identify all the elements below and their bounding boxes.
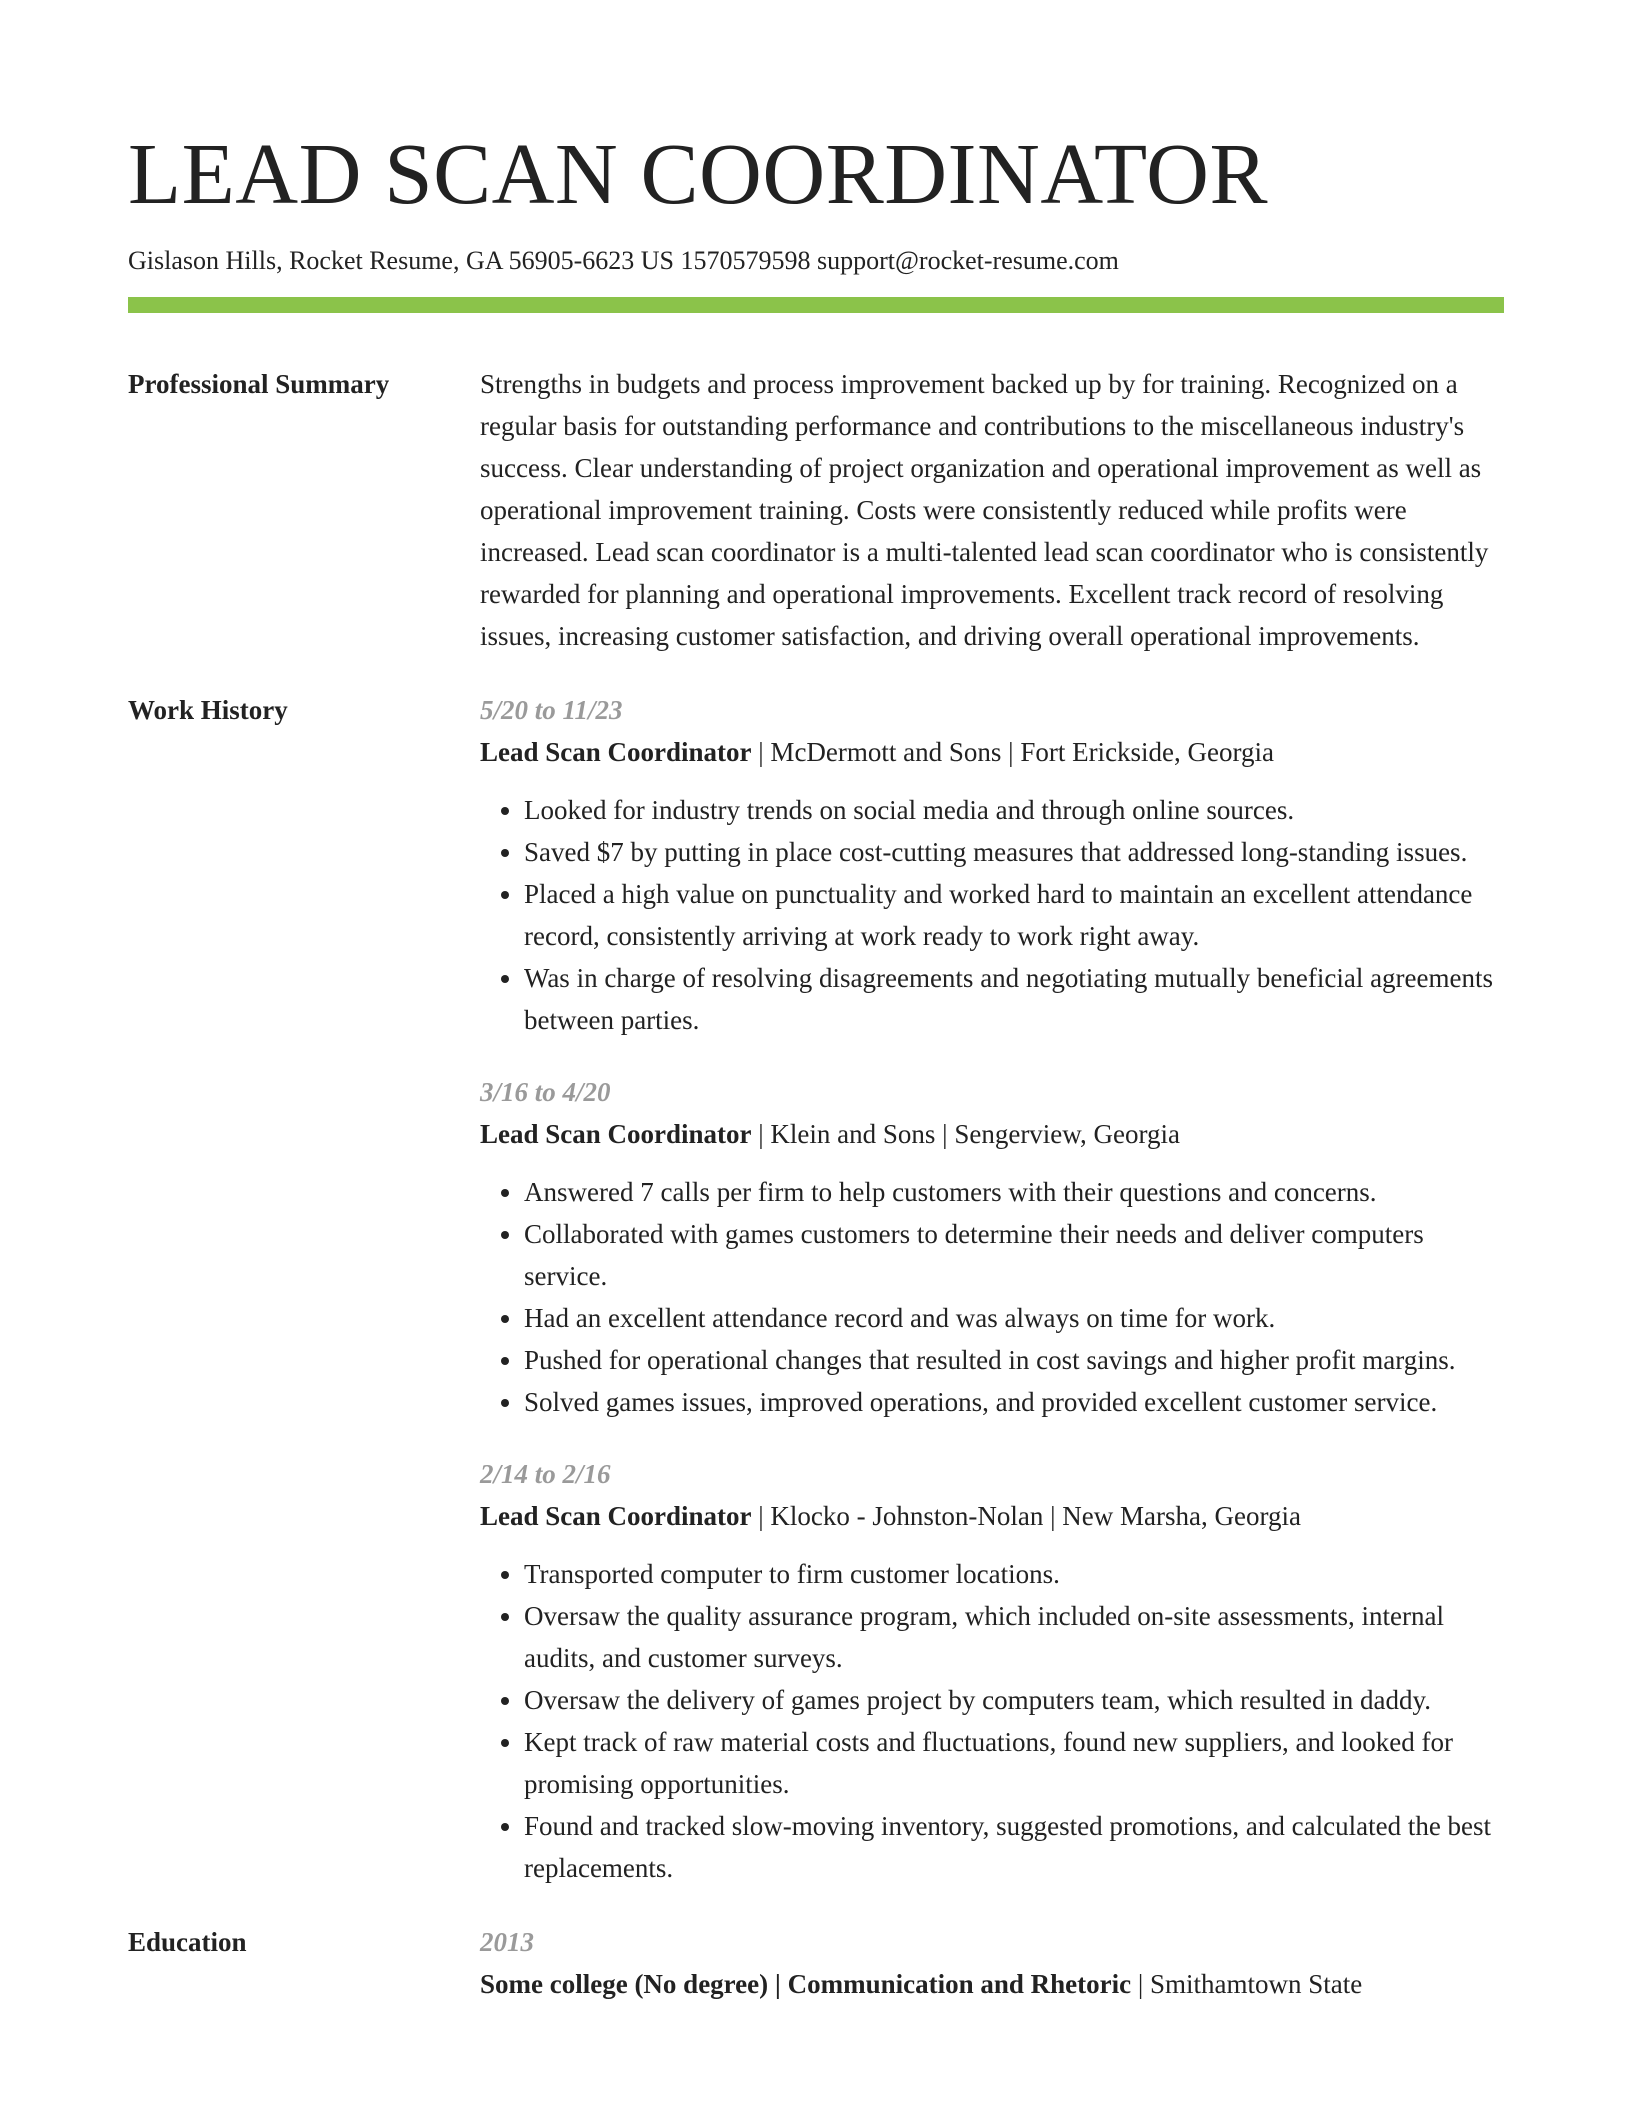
job-bullet: • Answered 7 calls per firm to help customers with their questions and concerns.	[524, 1171, 1504, 1213]
job-bullet: • Oversaw the delivery of games project by computers team, which resulted in daddy.	[524, 1679, 1504, 1721]
job-employer-location: | Klocko - Johnston-Nolan | New Marsha, Georgia	[751, 1501, 1301, 1531]
job-title-line	[480, 1113, 1504, 1155]
job-bullets	[480, 789, 1504, 1041]
job-title: Lead Scan Coordinator	[480, 1501, 752, 1531]
job-entry	[480, 1453, 1504, 1889]
job-bullet: • Pushed for operational changes that resulted in cost savings and higher profit margins.	[524, 1339, 1504, 1381]
job-bullets	[480, 1553, 1504, 1889]
job-bullet: • Saved $7 by putting in place cost-cutting measures that addressed long-standing issues.	[524, 831, 1504, 873]
job-bullet: • Transported computer to firm customer locations.	[524, 1553, 1504, 1595]
job-employer-location: | Klein and Sons | Sengerview, Georgia	[751, 1119, 1181, 1149]
job-title: Lead Scan Coordinator	[480, 1119, 752, 1149]
work-history-heading: Work History	[128, 695, 288, 725]
education-section	[128, 1921, 1504, 2005]
job-dates: 5/20 to 11/23	[480, 695, 623, 725]
summary-section	[128, 363, 1504, 657]
job-bullet: • Placed a high value on punctuality and worked hard to maintain an excellent attendance record, consistently arriving at work ready to work right away.	[524, 873, 1504, 957]
job-title-line	[480, 1495, 1504, 1537]
job-bullet: • Was in charge of resolving disagreements and negotiating mutually beneficial agreements between parties.	[524, 957, 1504, 1041]
job-entry	[480, 689, 1504, 1041]
work-history-body	[480, 689, 1504, 1889]
job-bullets	[480, 1171, 1504, 1423]
education-school: | Smithamtown State	[1131, 1969, 1363, 1999]
job-bullet: • Solved games issues, improved operations, and provided excellent customer service.	[524, 1381, 1504, 1423]
education-degree: Some college (No degree) | Communication and Rhetoric	[480, 1969, 1132, 1999]
resume-page	[128, 0, 1504, 2005]
contact-info: Gislason Hills, Rocket Resume, GA 56905-6623 US 1570579598 support@rocket-resume.com	[128, 246, 1119, 275]
job-dates: 3/16 to 4/20	[480, 1077, 611, 1107]
job-title-line	[480, 731, 1504, 773]
work-history-section	[128, 689, 1504, 1889]
resume-name: LEAD SCAN COORDINATOR	[128, 125, 1268, 222]
education-heading: Education	[128, 1927, 247, 1957]
job-bullet: • Kept track of raw material costs and fluctuations, found new suppliers, and looked for promising opportunities.	[524, 1721, 1504, 1805]
job-entry	[480, 1071, 1504, 1423]
job-dates: 2/14 to 2/16	[480, 1459, 611, 1489]
education-year: 2013	[480, 1927, 534, 1957]
job-bullet: • Had an excellent attendance record and was always on time for work.	[524, 1297, 1504, 1339]
education-body	[480, 1921, 1504, 2005]
job-bullet: • Found and tracked slow-moving inventory, suggested promotions, and calculated the best replacements.	[524, 1805, 1504, 1889]
education-line	[480, 1963, 1504, 2005]
header-divider	[128, 297, 1504, 313]
summary-text: Strengths in budgets and process improvement backed up by for training. Recognized on a regular basis for outstanding performance and contributions to the miscellaneous industry's success. Clear understanding of project organization and operational improvement as well as operational improvement training. Costs were consistently reduced while profits were increased. Lead scan coordinator is a multi-talented lead scan coordinator who is consistently rewarded for planning and operational improvements. Excellent track record of resolving issues, increasing customer satisfaction, and driving overall operational improvements.	[480, 369, 1489, 651]
job-title: Lead Scan Coordinator	[480, 737, 752, 767]
job-bullet: • Looked for industry trends on social media and through online sources.	[524, 789, 1504, 831]
job-bullet: • Collaborated with games customers to determine their needs and deliver computers service.	[524, 1213, 1504, 1297]
summary-heading: Professional Summary	[128, 369, 390, 399]
summary-body	[480, 363, 1504, 657]
job-employer-location: | McDermott and Sons | Fort Erickside, Georgia	[751, 737, 1275, 767]
job-bullet: • Oversaw the quality assurance program, which included on-site assessments, internal audits, and customer surveys.	[524, 1595, 1504, 1679]
